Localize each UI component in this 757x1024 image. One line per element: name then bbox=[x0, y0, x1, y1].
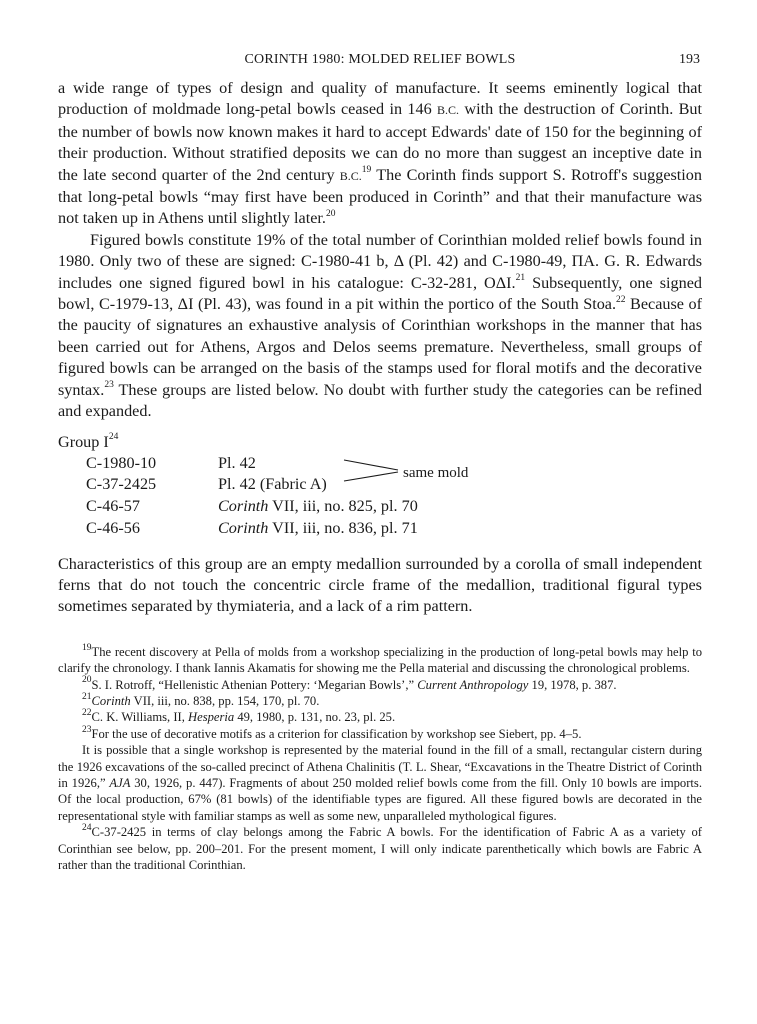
footnotes bbox=[58, 644, 702, 874]
footnote-23: $^{23}$For the use of decorative motifs as a criterion for classification by workshop see Siebert, pp. 4–5. bbox=[82, 724, 582, 741]
group-title: Group $I^{24}$ bbox=[58, 432, 119, 451]
footnote-23-continued: It is possible that a single workshop is represented by the material found in the fill of a small, rectangular cistern during the 1926 excavations of the so-called precinct of Athena Chalinitis (T. L. Shear, “Excavations in the Theatre District of Corinth in 1926,” AJA 30, 1926, p. 447). Fragments of about 250 molded relief bowls come from the fill. Only 10 bowls are imports. Of the local production, 67% (81 bowls) of the identifiable types are figured. All these figured bowls are decorated in the representational style with familiar stamps as well as some new, unparalleled mythological figures. bbox=[58, 743, 702, 823]
body-text bbox=[58, 78, 702, 423]
footnote-ref[interactable]: 22 bbox=[616, 294, 626, 305]
catalog-number: C-37-2425 bbox=[86, 474, 157, 493]
running-head bbox=[58, 52, 702, 78]
footnote-ref[interactable]: 19 bbox=[361, 165, 372, 176]
catalog-number: C-1980-10 bbox=[86, 453, 157, 472]
paragraph-2: Figured bowls constitute 19% of the total number of Corinthian molded relief bowls found in 1980. Only two of these are signed: C-1980-41 b, Δ (Pl. 42) and C-1980-49, ΠA. G. R. Edwards includes one signed figured bowl in his catalogue: C-32-281, OΔI.$^{21}$ Subsequently, one signed bowl, C-1979-13, ΔI (Pl. 43), was found in a pit within the portico of the South Stoa.$^{22}$ Because of the paucity of signatures an exhaustive analysis of Corinthian workshops in the manner that has been carried out for Athens, Argos and Delos seems premature. Nevertheless, small groups of figured bowls can be arranged on the basis of the stamps used for floral motifs and the decorative syntax.$^{23}$ These groups are listed below. No doubt with further study the categories can be refined and expanded. bbox=[58, 230, 702, 421]
plate-reference: Pl. 42 bbox=[218, 453, 256, 472]
paragraph-1: a wide range of types of design and quality of manufacture. It seems eminently logical that production of moldmade long-petal bowls ceased in 146 B.C. with the destruction of Corinth. But the number of bowls now known makes it hard to accept Edwards' date of 150 for the beginning of their production. Without stratified deposits we can do no more than suggest an inceptive date in the late second quarter of the 2nd century B.C.$^{19}$ The Corinth finds support S. Rotroff's suggestion that long-petal bowls “may first have been produced in Corinth” and that their manufacture was not taken up in Athens until slightly later.$^{20}$ bbox=[58, 79, 702, 228]
footnote-20: $^{20}$S. I. Rotroff, “Hellenistic Athenian Pottery: ‘Megarian Bowls’,” Current Anthropology 19, 1978, p. 387. bbox=[82, 675, 617, 692]
footnote-21: $^{21}$Corinth VII, iii, no. 838, pp. 154, 170, pl. 70. bbox=[82, 691, 320, 708]
running-title: CORINTH 1980: MOLDED RELIEF BOWLS bbox=[244, 52, 516, 67]
plate-reference: Corinth VII, iii, no. 836, pl. 71 bbox=[218, 518, 418, 537]
footnote-ref[interactable]: 21 bbox=[515, 273, 526, 284]
same-mold-note: same mold bbox=[403, 464, 469, 481]
plate-reference: Corinth VII, iii, no. 825, pl. 70 bbox=[218, 496, 418, 515]
bracket-lines-icon bbox=[342, 459, 402, 483]
paragraph-3: Characteristics of this group are an empty medallion surrounded by a corolla of small independent ferns that do not touch the concentric circle frame of the medallion, traditional figural types sometimes separated by thymiateria, and a lack of a rim pattern. bbox=[58, 554, 702, 616]
plate-reference: Pl. 42 (Fabric A) bbox=[218, 474, 327, 493]
page-number: 193 bbox=[679, 52, 700, 67]
catalog-number: C-46-56 bbox=[86, 518, 140, 537]
page bbox=[58, 52, 702, 873]
group-list bbox=[58, 432, 702, 550]
footnote-19: $^{19}$The recent discovery at Pella of molds from a workshop specializing in the production of long-petal bowls may help to clarify the chronology. I thank Iannis Akamatis for showing me the Pella material and discussing the chronological problems. bbox=[58, 642, 702, 676]
catalog-number: C-46-57 bbox=[86, 496, 140, 515]
bc-abbrev: B.C. bbox=[437, 103, 460, 118]
footnote-ref[interactable]: 20 bbox=[325, 209, 336, 220]
bc-abbrev: B.C. bbox=[339, 168, 362, 183]
footnote-24: $^{24}$C-37-2425 in terms of clay belongs among the Fabric A bowls. For the identification of Fabric A as a variety of Corinthian see below, pp. 200–201. For the present moment, I will only indicate parenthetically which bowls are Fabric A rather than the traditional Corinthian. bbox=[58, 823, 702, 872]
footnote-ref[interactable]: 24 bbox=[108, 432, 119, 443]
footnote-ref[interactable]: 23 bbox=[104, 380, 114, 391]
footnote-22: $^{22}$C. K. Williams, II, Hesperia 49, 1980, p. 131, no. 23, pl. 25. bbox=[82, 708, 396, 725]
